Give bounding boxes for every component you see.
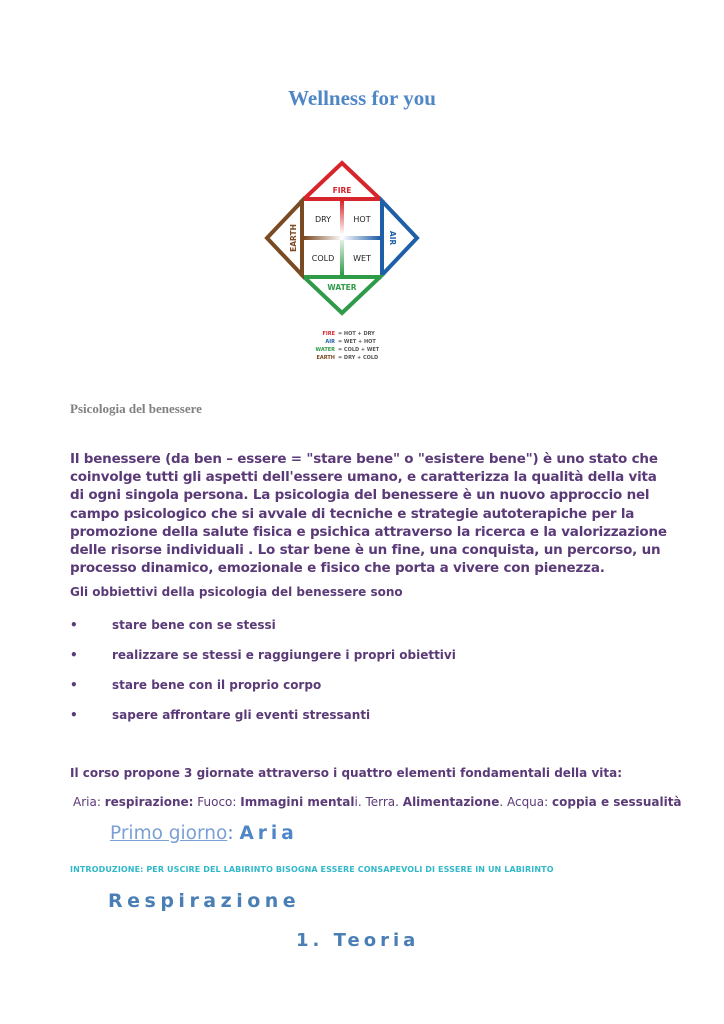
list-item-text: realizzare se stessi e raggiungere i propri obiettivi	[112, 648, 456, 662]
day-name: Aria	[239, 823, 298, 844]
bullet-icon: •	[70, 678, 78, 692]
section-subtitle: Psicologia del benessere	[70, 401, 202, 416]
air-label: AIR	[388, 230, 397, 246]
list-item	[70, 678, 321, 692]
acqua-value: coppia e sessualità	[552, 795, 682, 809]
hot-label: HOT	[353, 215, 371, 224]
list-item	[70, 618, 276, 632]
fire-label: FIRE	[332, 186, 352, 195]
dry-label: DRY	[314, 215, 332, 224]
acqua-label: . Acqua:	[499, 795, 553, 809]
bullet-icon: •	[70, 648, 78, 662]
intro-line: INTRODUZIONE: PER USCIRE DEL LABIRINTO BISOGNA ESSERE CONSAPEVOLI DI ESSERE IN UN LABIRINTO	[70, 865, 554, 874]
legend-row	[313, 354, 379, 362]
section-heading: Respirazione	[108, 890, 301, 912]
water-label: WATER	[327, 283, 357, 292]
legend-formula: = COLD + WET	[338, 347, 380, 353]
legend-row	[313, 346, 379, 354]
legend-row	[313, 338, 379, 346]
legend-formula: = DRY + COLD	[338, 355, 379, 361]
list-item-text: stare bene con il proprio corpo	[112, 678, 322, 692]
list-item-text: stare bene con se stessi	[112, 618, 276, 632]
day-label: Primo giorno	[110, 823, 228, 844]
legend-element: AIR	[325, 339, 335, 345]
aria-label: Aria:	[73, 795, 105, 809]
earth-label: EARTH	[289, 224, 298, 252]
air-triangle	[382, 201, 417, 275]
goals-title: Gli obbiettivi della psicologia del benessere sono	[70, 585, 403, 599]
day-separator: :	[227, 823, 240, 844]
day-heading	[110, 823, 298, 844]
fuoco-label: Fuoco:	[193, 795, 241, 809]
list-item	[70, 708, 370, 722]
terra-value: Alimentazione	[402, 795, 500, 809]
course-description: Il corso propone 3 giornate attraverso i quattro elementi fondamentali della vita:	[70, 766, 623, 780]
list-item-text: sapere affrontare gli eventi stressanti	[112, 708, 371, 722]
bullet-icon: •	[70, 618, 78, 632]
legend-element: EARTH	[316, 355, 335, 361]
fuoco-value: Immagini mental	[240, 795, 355, 809]
legend-element: WATER	[315, 347, 335, 353]
wet-label: WET	[353, 254, 371, 263]
legend-row	[313, 330, 379, 338]
elements-diagram	[262, 158, 422, 320]
fuoco-tail: i. Terra.	[354, 795, 403, 809]
aria-value: respirazione:	[104, 795, 194, 809]
bullet-icon: •	[70, 708, 78, 722]
legend-formula: = HOT + DRY	[338, 331, 375, 337]
list-item	[70, 648, 456, 662]
cold-label: COLD	[311, 254, 335, 263]
page-title: Wellness for you	[288, 86, 436, 110]
diagram-legend	[313, 330, 379, 362]
elements-line	[73, 795, 682, 809]
legend-element: FIRE	[322, 331, 335, 337]
subsection-heading: 1. Teoria	[296, 930, 420, 951]
legend-formula: = WET + HOT	[338, 339, 376, 345]
intro-paragraph: Il benessere (da ben – essere = "stare bene" o "esistere bene") è uno stato che coinvolge tutti gli aspetti dell'essere umano, e caratterizza la qualità della vita di ogni singola persona. La psicologia del benessere è un nuovo approccio nel campo psicologico che si avvale di tecniche e strategie autoterapiche per la promozione della salute fisica e psichica attraverso la ricerca e la valorizzazione delle risorse individuali . Lo star bene è un fine, una conquista, un percorso, un processo dinamico, emozionale e fisico che porta a vivere con pienezza.	[70, 451, 667, 577]
horizontal-gradient-bar	[304, 236, 380, 240]
